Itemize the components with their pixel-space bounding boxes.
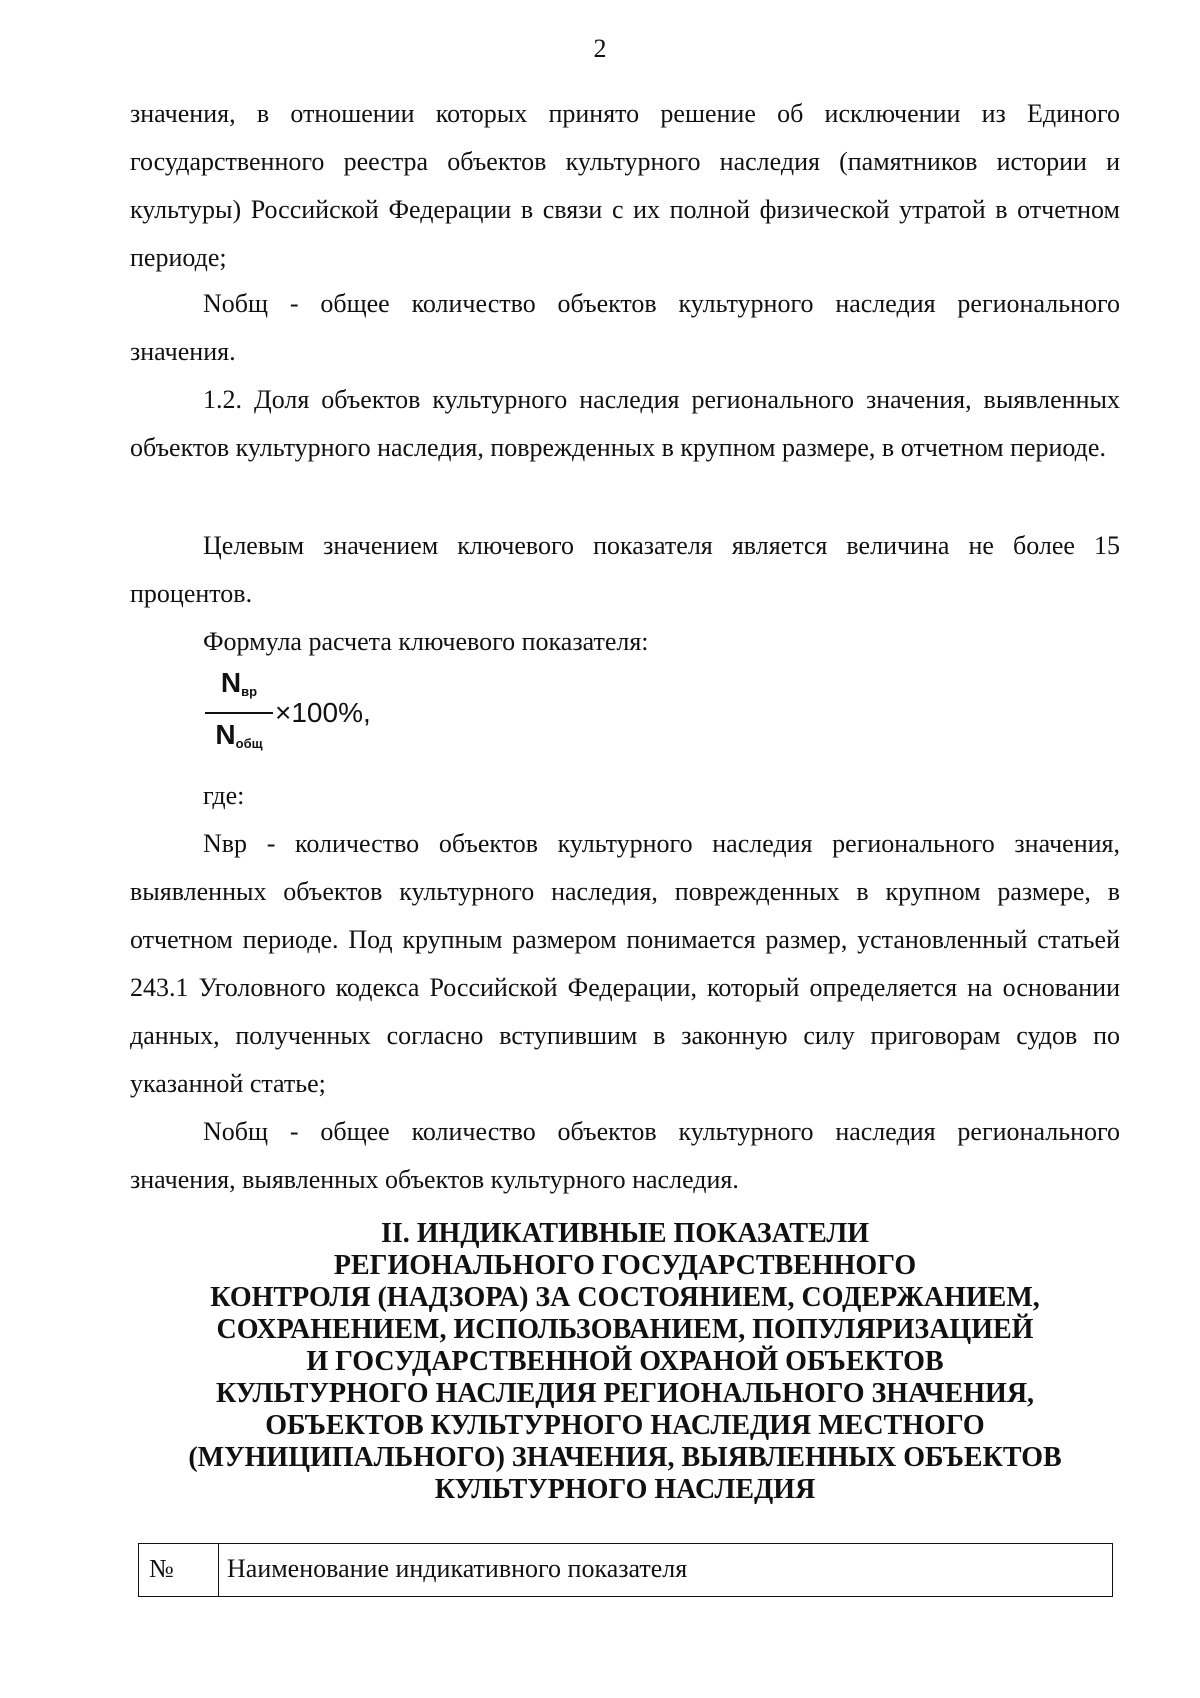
paragraph-target-value: Целевым значением ключевого показателя является величина не более 15 процентов. <box>130 531 1120 608</box>
heading-line: КУЛЬТУРНОГО НАСЛЕДИЯ РЕГИОНАЛЬНОГО ЗНАЧЕНИЯ, <box>215 1378 1035 1409</box>
heading-line: КОНТРОЛЯ (НАДЗОРА) ЗА СОСТОЯНИЕМ, СОДЕРЖАНИЕМ, <box>210 1282 1040 1313</box>
section-heading <box>130 1218 1120 1506</box>
paragraph-where: где: <box>203 781 245 810</box>
heading-line: (МУНИЦИПАЛЬНОГО) ЗНАЧЕНИЯ, ВЫЯВЛЕННЫХ ОБЪЕКТОВ <box>188 1442 1062 1473</box>
formula-fraction <box>205 666 273 761</box>
formula-numerator: $N_{вр}$ <box>220 666 258 699</box>
table-header-number: № <box>139 1544 219 1596</box>
formula <box>205 668 371 758</box>
heading-line: РЕГИОНАЛЬНОГО ГОСУДАРСТВЕННОГО <box>333 1250 917 1281</box>
heading-line: И ГОСУДАРСТВЕННОЙ ОХРАНОЙ ОБЪЕКТОВ <box>306 1346 944 1377</box>
heading-line: II. ИНДИКАТИВНЫЕ ПОКАЗАТЕЛИ <box>380 1218 870 1249</box>
formula-numerator-subscript: вр <box>241 683 258 699</box>
formula-denominator-subscript: общ <box>235 735 263 751</box>
fraction-bar <box>205 712 273 714</box>
heading-line: СОХРАНЕНИЕМ, ИСПОЛЬЗОВАНИЕМ, ПОПУЛЯРИЗАЦИЕЙ <box>216 1314 1034 1345</box>
formula-denominator: $N_{общ}$ <box>215 718 263 751</box>
paragraph-indicator-1-2: 1.2. Доля объектов культурного наследия регионального значения, выявленных объектов культурного наследия, поврежденных в крупном размере, в отчетном периоде. <box>130 385 1120 462</box>
paragraph-n-damaged-definition: Nвр - количество объектов культурного наследия регионального значения, выявленных объектов культурного наследия, поврежденных в крупном размере, в отчетном периоде. Под крупным размером понимается размер, установленный статьей 243.1 Уголовного кодекса Российской Федерации, который определяется на основании данных, полученных согласно вступившим в законную силу приговорам судов по указанной статье; <box>130 829 1120 1098</box>
paragraph-n-total-definition: Nобщ - общее количество объектов культурного наследия регионального значения. <box>130 289 1120 366</box>
page-number: 2 <box>593 34 607 63</box>
heading-line: ОБЪЕКТОВ КУЛЬТУРНОГО НАСЛЕДИЯ МЕСТНОГО <box>265 1410 985 1441</box>
formula-multiplier: ×100%, <box>275 697 371 728</box>
table-header-name: Наименование индикативного показателя <box>227 1554 688 1583</box>
paragraph-n-total-definition-2: Nобщ - общее количество объектов культурного наследия регионального значения, выявленных объектов культурного наследия. <box>130 1117 1120 1194</box>
heading-line: КУЛЬТУРНОГО НАСЛЕДИЯ <box>434 1474 816 1505</box>
paragraph-formula-intro: Формула расчета ключевого показателя: <box>203 627 649 656</box>
paragraph-exclusion-definition: значения, в отношении которых принято решение об исключении из Единого государственного реестра объектов культурного наследия (памятников истории и культуры) Российской Федерации в связи с их полной физической утратой в отчетном периоде; <box>130 99 1120 272</box>
indicators-table-header <box>138 1543 1113 1597</box>
